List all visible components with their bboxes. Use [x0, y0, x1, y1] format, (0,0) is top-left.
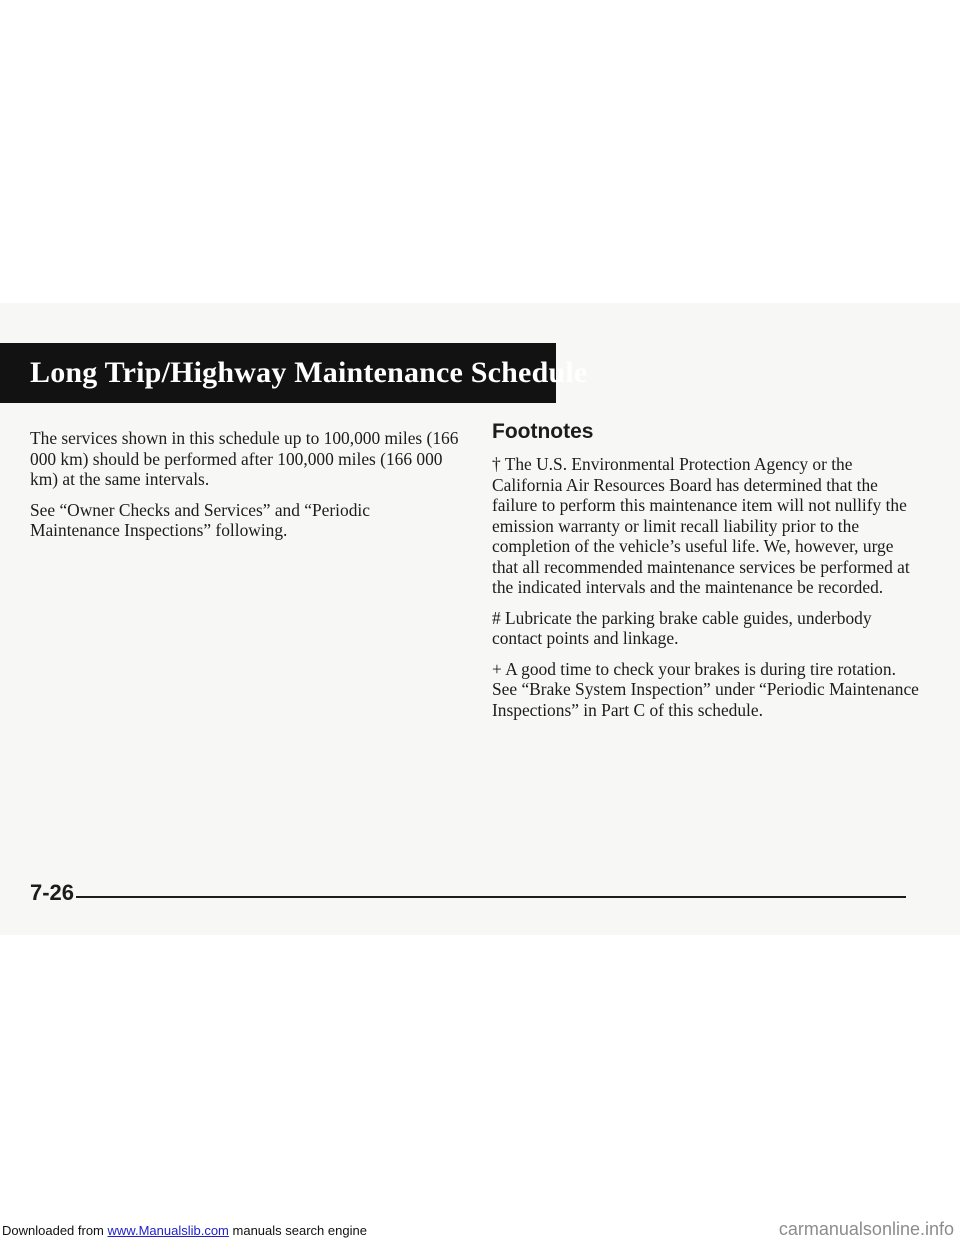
site-watermark: carmanualsonline.info [778, 1219, 954, 1239]
download-banner [2, 1223, 367, 1238]
footnote-dagger: † The U.S. Environmental Protection Agency or the California Air Resources Board has determined that the failure to perform this maintenance item will not nullify the emission warranty or limit recall liability prior to the completion of the vehicle’s useful life. We, however, urge that all recommended maintenance services be performed at the indicated intervals and the maintenance be recorded. [492, 454, 910, 597]
footnotes-heading: Footnotes [492, 420, 594, 443]
footer-rule [76, 896, 906, 898]
manualslib-link[interactable]: www.Manualslib.com [107, 1223, 229, 1238]
section-title-bar [0, 343, 588, 403]
page-number: 7-26 [30, 880, 75, 905]
page-footer [30, 878, 906, 908]
see-also-paragraph: See “Owner Checks and Services” and “Periodic Maintenance Inspections” following. [30, 499, 370, 540]
footnote-plus: + A good time to check your brakes is during tire rotation. See “Brake System Inspection” under “Periodic Maintenance Inspections” in Part C of this schedule. [492, 658, 919, 720]
intro-column [30, 428, 460, 551]
download-prefix: Downloaded from [2, 1223, 104, 1238]
intro-paragraph: The services shown in this schedule up to 100,000 miles (166 000 km) should be performed after 100,000 miles (166 000 km) at the same intervals. [30, 428, 459, 489]
footnote-hash: # Lubricate the parking brake cable guides, underbody contact points and linkage. [492, 607, 872, 648]
download-suffix: manuals search engine [232, 1223, 367, 1238]
page-title: Long Trip/Highway Maintenance Schedule [30, 356, 588, 389]
footnotes-column [492, 420, 922, 730]
